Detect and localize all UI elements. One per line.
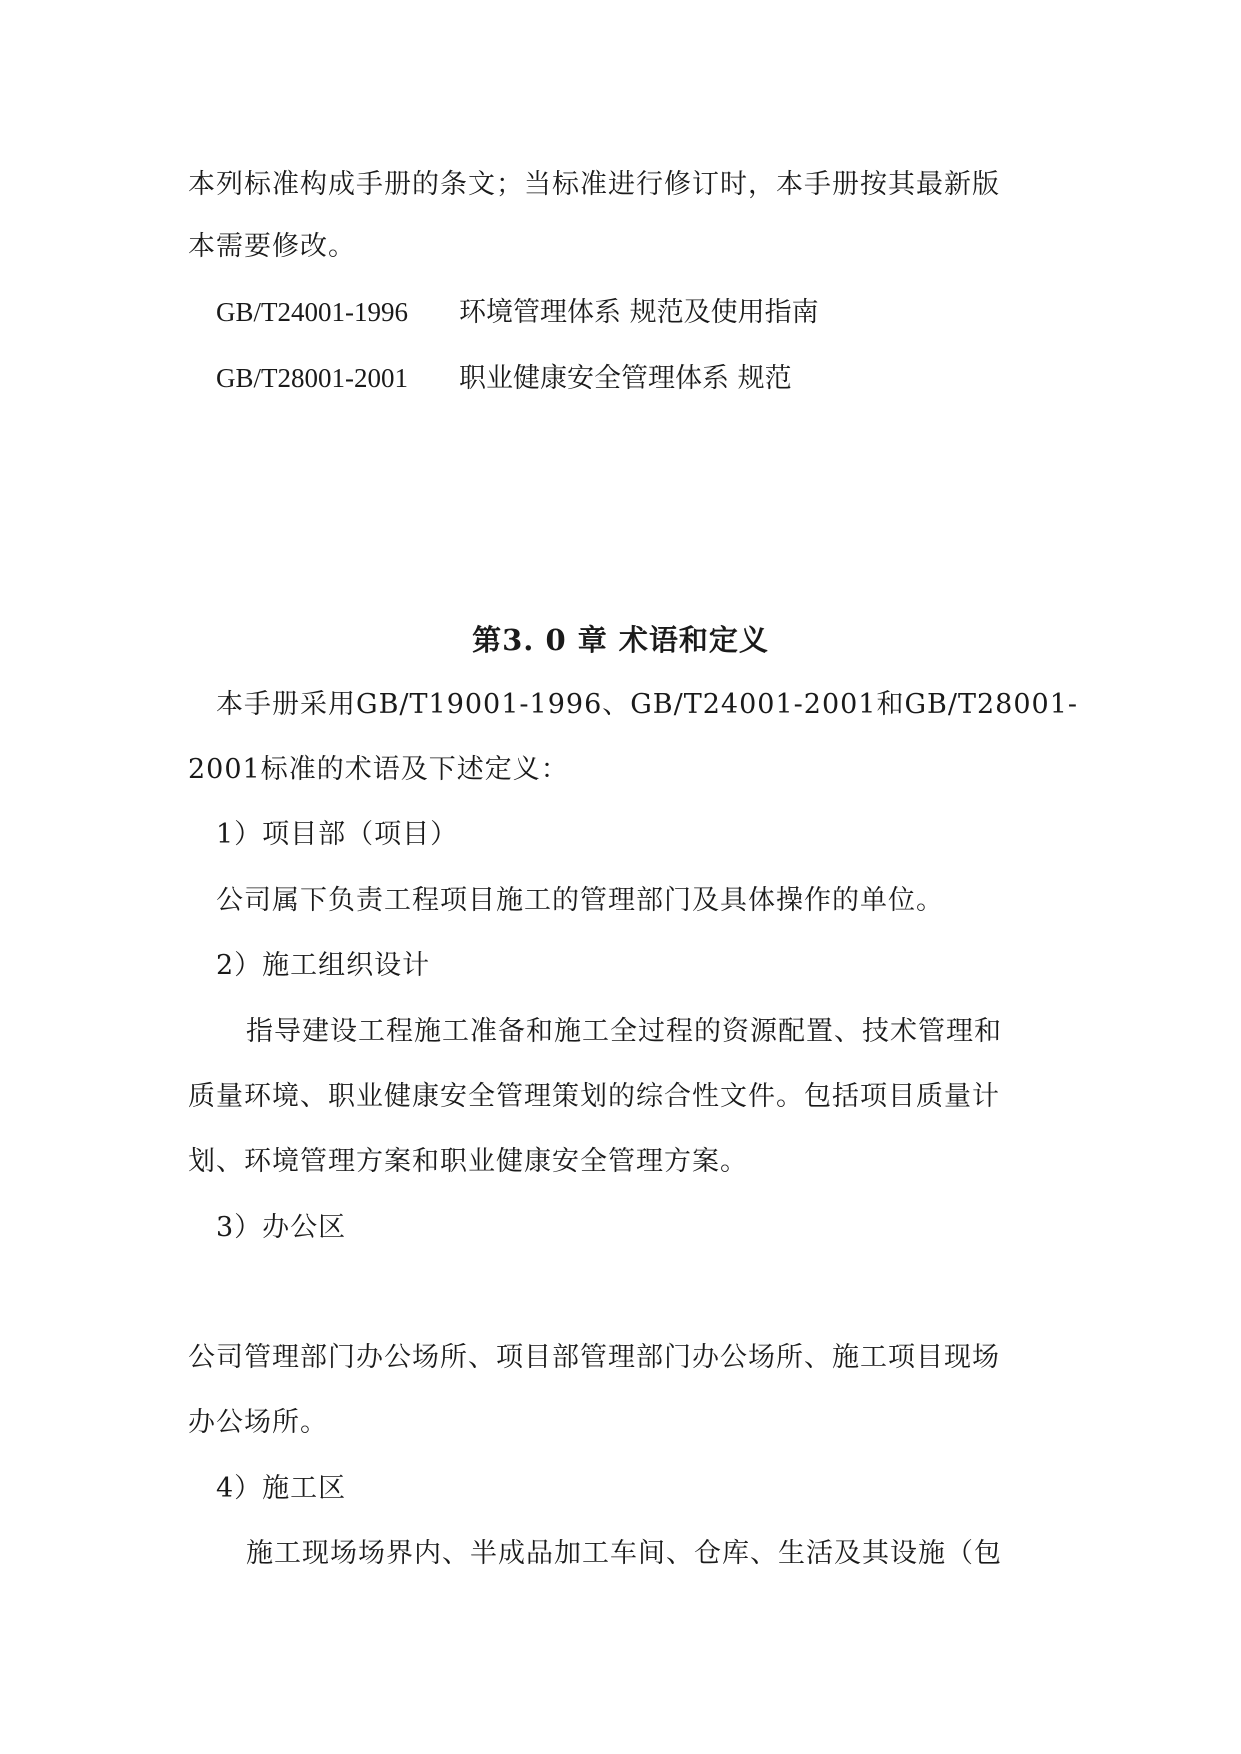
definitions-intro-line-2: 2001标准的术语及下述定义： [188, 754, 569, 785]
term-definition-line: 公司管理部门办公场所、项目部管理部门办公场所、施工项目现场 [188, 1342, 1000, 1373]
intro-line-1: 本列标准构成手册的条文；当标准进行修订时，本手册按其最新版 [188, 169, 1000, 200]
term-definition-line: 公司属下负责工程项目施工的管理部门及具体操作的单位。 [216, 885, 944, 916]
term-definition-line: 质量环境、职业健康安全管理策划的综合性文件。包括项目质量计 [188, 1081, 1000, 1112]
standard-title: 职业健康安全管理体系 规范 [459, 363, 792, 394]
term-title: 2）施工组织设计 [216, 950, 431, 981]
definitions-intro-line-1: 本手册采用GB/T19001-1996、GB/T24001-2001和GB/T28001- [216, 689, 1079, 720]
standard-row [216, 295, 819, 330]
term-definition-line: 指导建设工程施工准备和施工全过程的资源配置、技术管理和 [246, 1016, 1002, 1047]
standard-title: 环境管理体系 规范及使用指南 [459, 297, 819, 328]
standard-code: GB/T24001-1996 [216, 297, 408, 327]
term-definition-line: 施工现场场界内、半成品加工车间、仓库、生活及其设施（包 [246, 1538, 1002, 1569]
standard-code: GB/T28001-2001 [216, 363, 408, 393]
chapter-heading: 第3. 0 章 术语和定义 [472, 623, 769, 657]
term-title: 3）办公区 [216, 1212, 347, 1243]
term-title: 1）项目部（项目） [216, 819, 459, 850]
term-definition-line: 办公场所。 [188, 1407, 328, 1438]
term-title: 4）施工区 [216, 1473, 347, 1504]
intro-line-2: 本需要修改。 [188, 231, 356, 262]
standard-row [216, 361, 792, 396]
term-definition-line: 划、环境管理方案和职业健康安全管理方案。 [188, 1146, 748, 1177]
